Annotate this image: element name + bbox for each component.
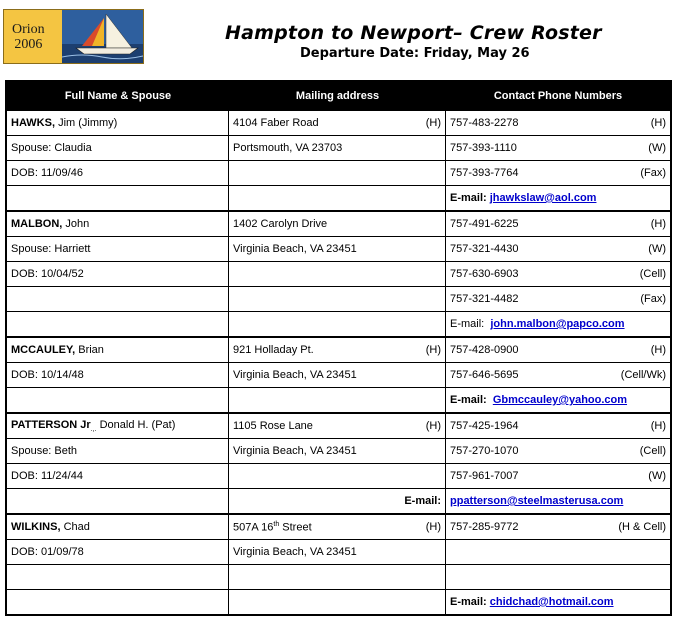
email-label: E-mail: xyxy=(450,394,487,406)
address-line1-text: 1402 Carolyn Drive xyxy=(233,218,328,230)
phone-cell xyxy=(446,515,670,539)
logo-line2: 2006 xyxy=(14,37,43,52)
table-header xyxy=(7,82,670,111)
empty-cell xyxy=(229,161,446,185)
phone-number: 757-425-1964 xyxy=(450,420,519,432)
empty-cell xyxy=(229,262,446,286)
given-name: Jim (Jimmy) xyxy=(58,117,118,129)
orion-2006-logo xyxy=(3,9,144,64)
address-cell xyxy=(229,414,446,438)
table-row xyxy=(7,161,670,186)
spouse-cell: Spouse: Harriett xyxy=(7,237,229,261)
phone-cell xyxy=(446,338,670,362)
table-row xyxy=(7,590,670,614)
spouse-cell: Spouse: Claudia xyxy=(7,136,229,160)
email-label-cell xyxy=(229,489,446,513)
email-link[interactable]: ppatterson@steelmasterusa.com xyxy=(450,495,624,507)
address-line1 xyxy=(229,212,446,236)
empty-cell xyxy=(229,287,446,311)
email-cell xyxy=(446,489,670,513)
table-row xyxy=(7,111,670,136)
email-label: E-mail: xyxy=(450,318,485,330)
header-address: Mailing address xyxy=(295,89,380,102)
name-cell xyxy=(7,111,229,135)
phone-cell xyxy=(446,111,670,135)
phone-cell xyxy=(446,212,670,236)
name-cell xyxy=(7,414,229,438)
empty-cell xyxy=(229,565,446,589)
phone-cell xyxy=(446,439,670,463)
address-tag: (H) xyxy=(425,521,441,533)
table-row xyxy=(7,287,670,312)
crew-member-wilkins xyxy=(7,515,670,614)
phone-number: 757-270-1070 xyxy=(450,445,519,457)
phone-tag: (H & Cell) xyxy=(618,521,666,533)
logo-line1: Orion xyxy=(12,22,45,37)
empty-cell xyxy=(229,388,446,412)
dob-cell: DOB: 10/04/52 xyxy=(7,262,229,286)
phone-cell xyxy=(446,161,670,185)
phone-tag: (H) xyxy=(650,117,666,129)
phone-cell xyxy=(446,262,670,286)
address-cell xyxy=(229,111,446,135)
phone-number: 757-393-7764 xyxy=(450,167,519,179)
phone-tag: (W) xyxy=(648,470,666,482)
address-street: Street xyxy=(279,521,312,534)
empty-cell xyxy=(446,565,670,589)
table-row xyxy=(7,312,670,336)
phone-number: 757-630-6903 xyxy=(450,268,519,280)
address-tag: (H) xyxy=(425,117,441,129)
address-line1: 1105 Rose Lane xyxy=(233,420,313,432)
crew-member-patterson xyxy=(7,414,670,515)
name-cell xyxy=(7,338,229,362)
table-row xyxy=(7,439,670,464)
empty-cell xyxy=(229,590,446,614)
email-cell xyxy=(446,590,670,614)
crew-roster-table xyxy=(5,80,672,616)
given-name: Donald H. (Pat) xyxy=(99,418,176,431)
phone-number: 757-285-9772 xyxy=(450,521,519,533)
departure-date: Departure Date: Friday, May 26 xyxy=(300,46,530,61)
address-line1: 4104 Faber Road xyxy=(233,117,319,129)
phone-number: 757-321-4430 xyxy=(450,243,519,255)
email-link[interactable]: jhawkslaw@aol.com xyxy=(489,192,597,204)
given-name: Brian xyxy=(78,344,104,356)
table-row xyxy=(7,540,670,565)
surname: MCCAULEY, xyxy=(11,344,76,356)
table-row xyxy=(7,388,670,412)
empty-cell xyxy=(7,388,229,412)
table-row xyxy=(7,237,670,262)
phone-number: 757-491-6225 xyxy=(450,218,519,230)
phone-tag: (Cell) xyxy=(639,445,666,457)
email-cell xyxy=(446,186,670,210)
email-link[interactable]: Gbmccauley@yahoo.com xyxy=(492,394,628,406)
phone-cell xyxy=(446,287,670,311)
name-cell xyxy=(7,212,229,236)
table-row xyxy=(7,414,670,439)
phone-cell xyxy=(446,363,670,387)
address-line2: Portsmouth, VA 23703 xyxy=(229,136,446,160)
crew-member-malbon xyxy=(7,212,670,338)
table-row xyxy=(7,136,670,161)
address-line1: 921 Holladay Pt. xyxy=(233,344,314,356)
table-row xyxy=(7,489,670,513)
phone-number: 757-646-5695 xyxy=(450,369,519,381)
phone-cell xyxy=(446,464,670,488)
email-label: E-mail: xyxy=(450,596,487,608)
address-line2: Virginia Beach, VA 23451 xyxy=(229,363,446,387)
sailboat-icon xyxy=(62,10,143,63)
spouse-cell: Spouse: Beth xyxy=(7,439,229,463)
phone-number: 757-428-0900 xyxy=(450,344,519,356)
phone-tag: (H) xyxy=(650,344,666,356)
page-title: Hampton to Newport– Crew Roster xyxy=(225,22,602,44)
empty-cell xyxy=(7,590,229,614)
address-line2: Virginia Beach, VA 23451 xyxy=(229,237,446,261)
phone-tag: (H) xyxy=(650,218,666,230)
logo-text xyxy=(12,22,45,52)
email-label: E-mail: xyxy=(450,192,487,204)
address-cell xyxy=(229,515,446,539)
address-line2: Virginia Beach, VA 23451 xyxy=(229,540,446,564)
dob-cell: DOB: 01/09/78 xyxy=(7,540,229,564)
empty-cell xyxy=(446,540,670,564)
surname-suffix: .,. xyxy=(90,426,97,434)
dob-cell: DOB: 11/24/44 xyxy=(7,464,229,488)
table-row xyxy=(7,363,670,388)
address-number: 507A 16 xyxy=(233,521,274,534)
email-cell xyxy=(446,312,670,336)
header-phone: Contact Phone Numbers xyxy=(493,89,623,102)
address-line2: Virginia Beach, VA 23451 xyxy=(229,439,446,463)
table-row xyxy=(7,515,670,540)
email-label: E-mail: xyxy=(404,495,441,507)
empty-cell xyxy=(7,287,229,311)
table-row xyxy=(7,262,670,287)
address-tag: (H) xyxy=(425,344,441,356)
phone-number: 757-961-7007 xyxy=(450,470,519,482)
given-name: John xyxy=(65,218,90,230)
phone-cell xyxy=(446,414,670,438)
phone-tag: (W) xyxy=(648,142,666,154)
email-link[interactable]: chidchad@hotmail.com xyxy=(489,596,614,608)
empty-cell xyxy=(7,312,229,336)
surname: HAWKS, xyxy=(11,117,55,129)
address-suffix: th xyxy=(273,520,280,528)
dob-cell: DOB: 10/14/48 xyxy=(7,363,229,387)
phone-tag: (Fax) xyxy=(640,293,666,305)
name-cell xyxy=(7,515,229,539)
phone-cell xyxy=(446,136,670,160)
phone-number: 757-483-2278 xyxy=(450,117,519,129)
email-link[interactable]: john.malbon@papco.com xyxy=(490,318,625,330)
empty-cell xyxy=(229,312,446,336)
header-name: Full Name & Spouse xyxy=(64,89,172,102)
phone-number: 757-393-1110 xyxy=(450,142,517,154)
table-row xyxy=(7,464,670,489)
address-cell xyxy=(229,338,446,362)
phone-tag: (W) xyxy=(648,243,666,255)
address-tag: (H) xyxy=(425,420,441,432)
given-name: Chad xyxy=(63,521,90,533)
phone-cell xyxy=(446,237,670,261)
table-row xyxy=(7,565,670,590)
phone-tag: (H) xyxy=(650,420,666,432)
phone-number: 757-321-4482 xyxy=(450,293,519,305)
empty-cell xyxy=(229,186,446,210)
empty-cell xyxy=(229,464,446,488)
crew-member-hawks xyxy=(7,111,670,212)
empty-cell xyxy=(7,186,229,210)
surname: MALBON, xyxy=(11,218,63,230)
dob-cell: DOB: 11/09/46 xyxy=(7,161,229,185)
surname: WILKINS, xyxy=(11,521,61,533)
table-row xyxy=(7,212,670,237)
surname: PATTERSON Jr xyxy=(11,418,91,431)
phone-tag: (Cell/Wk) xyxy=(620,369,666,381)
phone-tag: (Cell) xyxy=(639,268,666,280)
table-row xyxy=(7,186,670,210)
empty-cell xyxy=(7,489,229,513)
empty-cell xyxy=(7,565,229,589)
table-row xyxy=(7,338,670,363)
crew-member-mccauley xyxy=(7,338,670,414)
phone-tag: (Fax) xyxy=(640,167,666,179)
email-cell xyxy=(446,388,670,412)
